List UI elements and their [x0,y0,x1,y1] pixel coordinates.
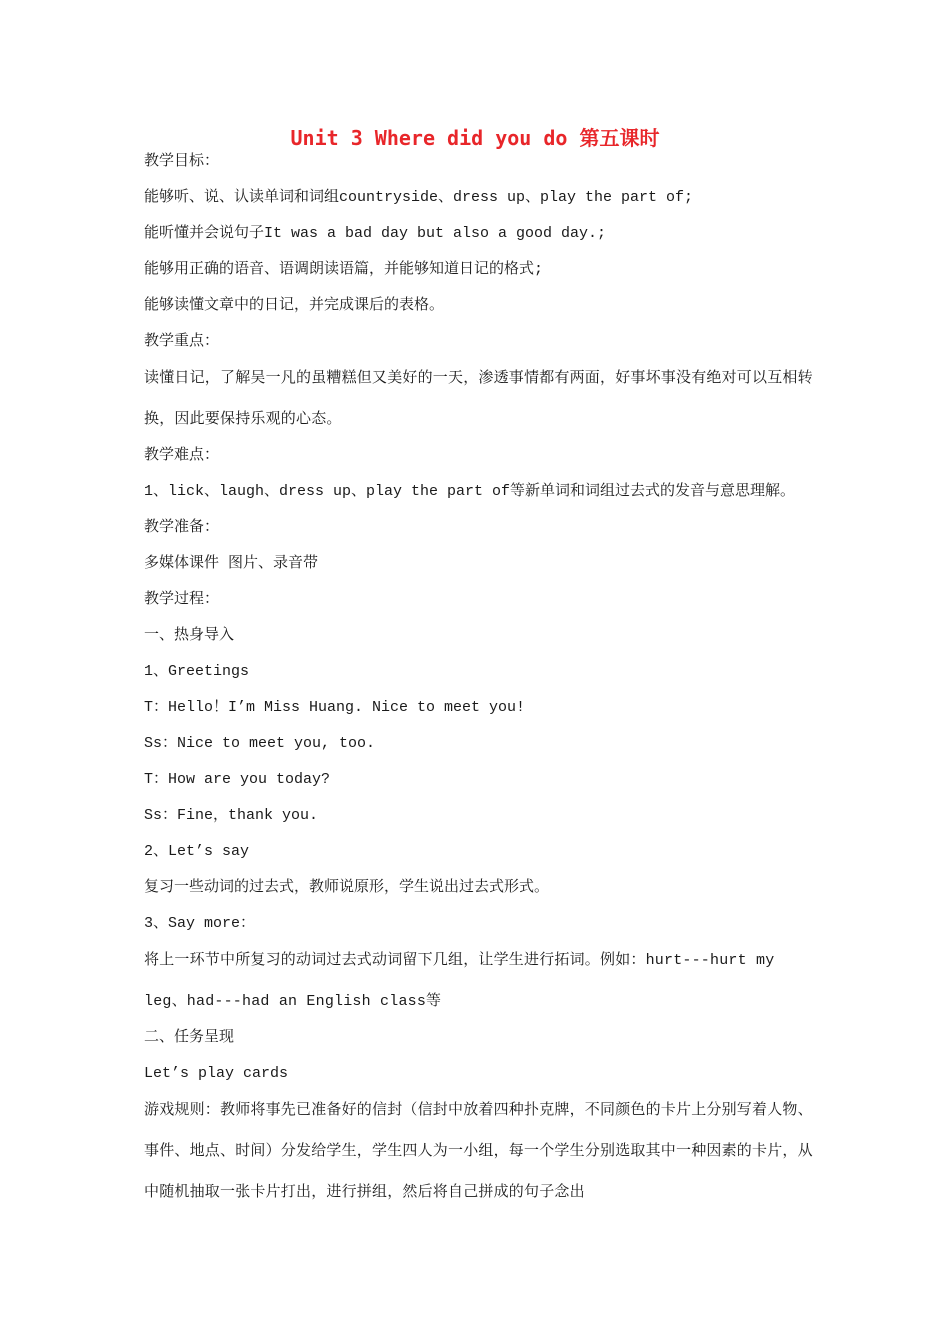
preparation-item: 多媒体课件 图片、录音带 [144,555,319,572]
dialogue-line: Ss：Fine，thank you. [144,807,319,824]
process-item: 1、Greetings [144,663,250,680]
section-heading-preparation: 教学准备： [144,519,220,536]
process-step-heading: 一、热身导入 [144,627,235,644]
section-heading-difficulties: 教学难点： [144,447,220,464]
document-body [144,150,814,1217]
process-item: Let’s play cards [144,1065,289,1082]
dialogue-line: T：Hello！I’m Miss Huang. Nice to meet you! [144,699,526,716]
process-description: 将上一环节中所复习的动词过去式动词留下几组，让学生进行拓词。例如：hurt---hurt my leg、had---had an English class等 [144,952,775,1010]
objective-item: 能够听、说、认读单词和词组countryside、dress up、play the part of; [144,189,694,206]
section-heading-objectives: 教学目标： [144,153,220,170]
objective-item: 能听懂并会说句子It was a bad day but also a good day.; [144,225,607,242]
section-heading-key-points: 教学重点： [144,333,220,350]
process-item: 3、Say more： [144,915,256,932]
process-description: 复习一些动词的过去式，教师说原形，学生说出过去式形式。 [144,879,550,896]
dialogue-line: T：How are you today? [144,771,331,788]
difficulty-item: 1、lick、laugh、dress up、play the part of等新单词和词组过去式的发音与意思理解。 [144,483,796,500]
process-item: 2、Let’s say [144,843,250,860]
process-step-heading: 二、任务呈现 [144,1029,235,1046]
key-point-paragraph: 读懂日记，了解吴一凡的虽糟糕但又美好的一天，渗透事情都有两面，好事坏事没有绝对可以互相转换，因此要保持乐观的心态。 [144,370,813,428]
dialogue-line: Ss：Nice to meet you, too. [144,735,376,752]
document-title: Unit 3 Where did you do 第五课时 [290,126,660,150]
objective-item: 能够用正确的语音、语调朗读语篇，并能够知道日记的格式; [144,261,544,278]
game-rules-paragraph: 游戏规则：教师将事先已准备好的信封（信封中放着四种扑克牌，不同颜色的卡片上分别写着人物、事件、地点、时间）分发给学生，学生四人为一小组，每一个学生分别选取其中一种因素的卡片，从中随机抽取一张卡片打出，进行拼组，然后将自己拼成的句子念出 [144,1102,813,1201]
objective-item: 能够读懂文章中的日记，并完成课后的表格。 [144,297,445,314]
section-heading-process: 教学过程： [144,591,220,608]
